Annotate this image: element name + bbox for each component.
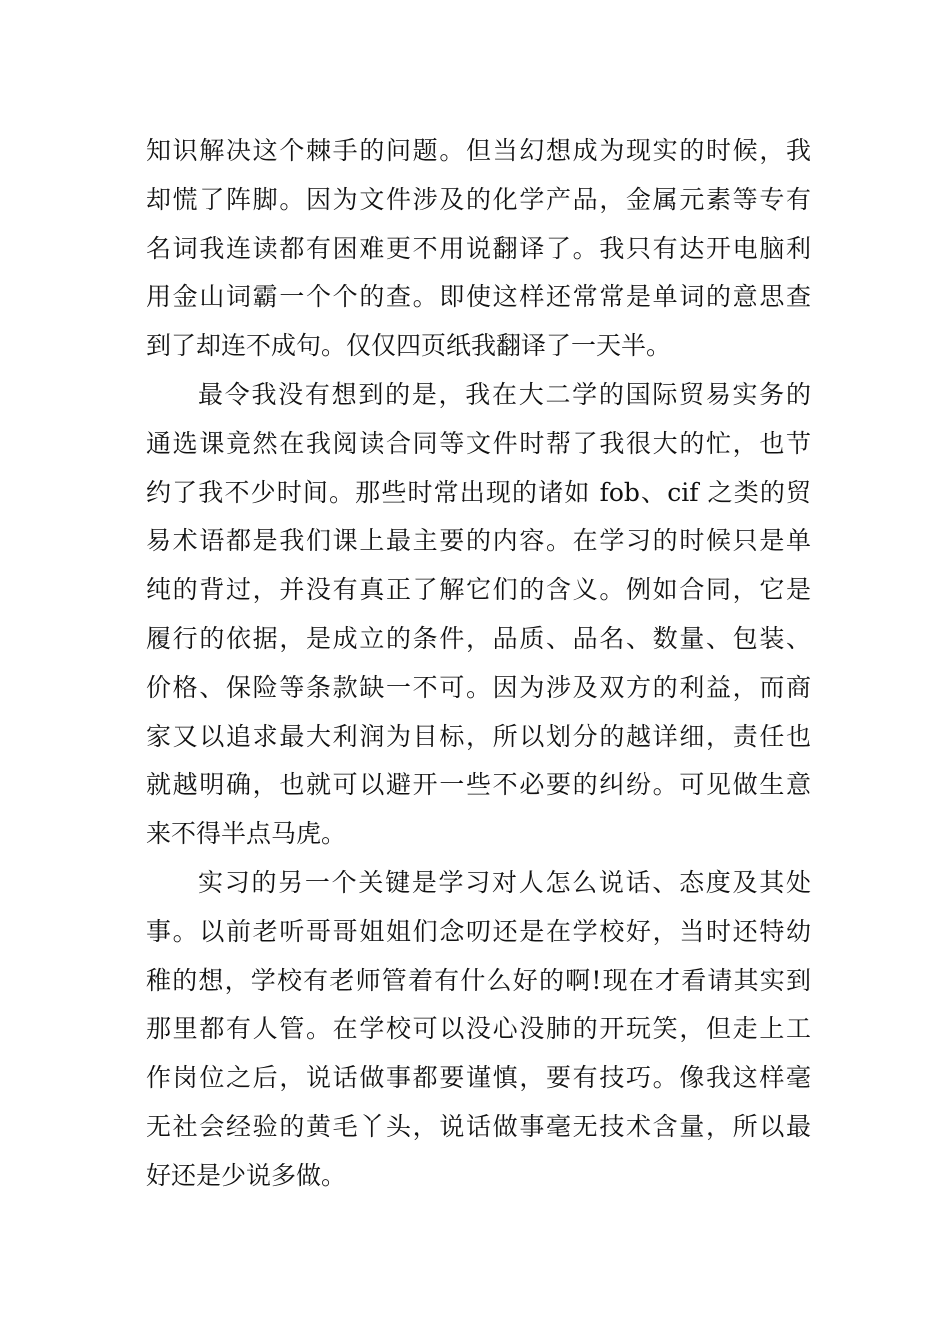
text-line: 来不得半点马虎。	[146, 819, 347, 849]
text-line: 纯的背过，并没有真正了解它们的含义。例如合同，它是	[146, 575, 811, 605]
text-line: 易术语都是我们课上最主要的内容。在学习的时候只是单	[146, 526, 811, 556]
text-line: 实习的另一个关键是学习对人怎么说话、态度及其处	[198, 867, 811, 897]
text-line: 名词我连读都有困难更不用说翻译了。我只有达开电脑利	[146, 233, 811, 263]
text-line: 无社会经验的黄毛丫头，说话做事毫无技术含量，所以最	[146, 1111, 811, 1141]
text-line: 却慌了阵脚。因为文件涉及的化学产品，金属元素等专有	[146, 184, 811, 214]
body-text	[146, 127, 811, 1201]
text-line: 到了却连不成句。仅仅四页纸我翻译了一天半。	[146, 331, 672, 361]
text-line: 约了我不少时间。那些时常出现的诸如 fob、cif 之类的贸	[146, 477, 811, 507]
text-line: 最令我没有想到的是，我在大二学的国际贸易实务的	[198, 379, 811, 409]
text-line: 通选课竟然在我阅读合同等文件时帮了我很大的忙，也节	[146, 428, 811, 458]
text-line: 用金山词霸一个个的查。即使这样还常常是单词的意思查	[146, 282, 811, 312]
text-line: 价格、保险等条款缺一不可。因为涉及双方的利益，而商	[146, 672, 811, 702]
text-line: 家又以追求最大利润为目标，所以划分的越详细，责任也	[146, 721, 811, 751]
text-line: 稚的想，学校有老师管着有什么好的啊!现在才看请其实到	[146, 965, 811, 995]
text-line: 好还是少说多做。	[146, 1160, 347, 1190]
text-line: 知识解决这个棘手的问题。但当幻想成为现实的时候，我	[146, 136, 811, 165]
text-line: 那里都有人管。在学校可以没心没肺的开玩笑，但走上工	[146, 1014, 811, 1044]
text-line: 事。以前老听哥哥姐姐们念叨还是在学校好，当时还特幼	[146, 916, 811, 946]
text-line: 作岗位之后，说话做事都要谨慎，要有技巧。像我这样毫	[146, 1063, 811, 1093]
text-line: 就越明确，也就可以避开一些不必要的纠纷。可见做生意	[146, 770, 811, 800]
text-line: 履行的依据，是成立的条件，品质、品名、数量、包装、	[146, 623, 811, 653]
